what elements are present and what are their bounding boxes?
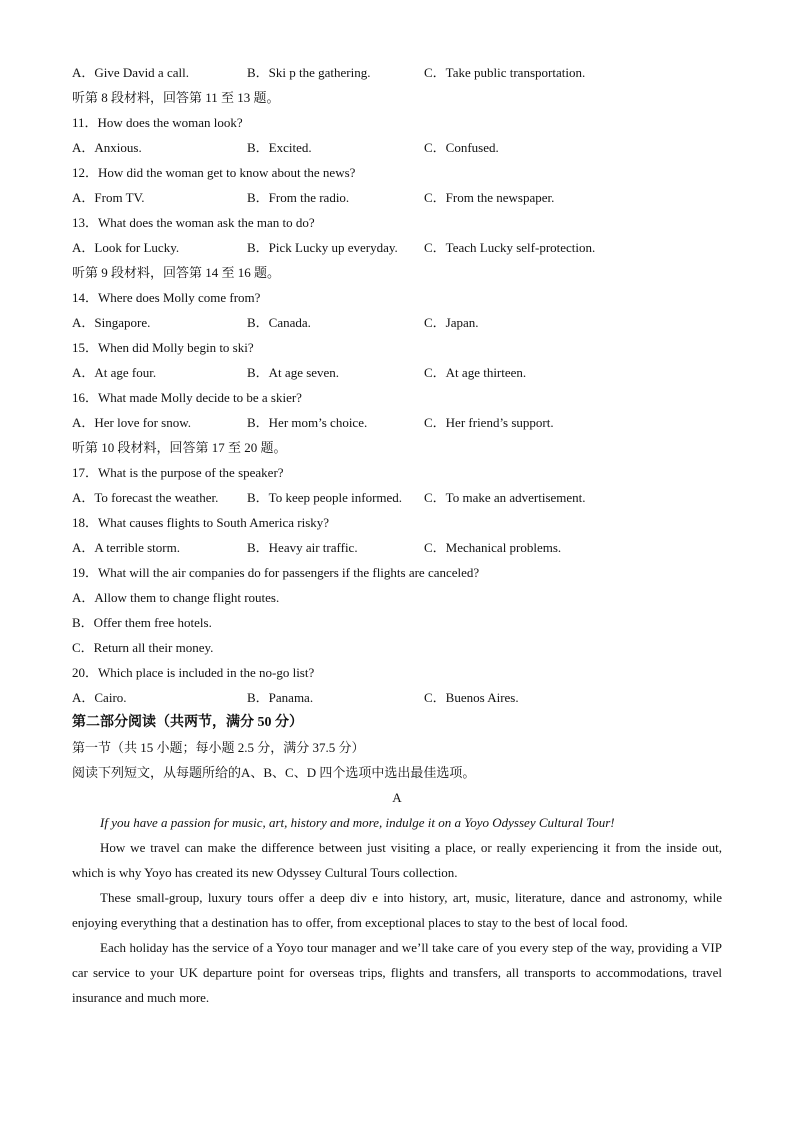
question-18: 18．What causes flights to South America risky? bbox=[72, 515, 330, 530]
q19-option-c: C．Return all their money. bbox=[72, 640, 214, 655]
passage-paragraph-2: These small-group, luxury tours offer a deep div e into history, art, music, literature, dance and astronomy, while enjoying everything that a destination has to offer, from exceptional places to stay to the best of local food. bbox=[72, 890, 722, 930]
option-c: C．Japan. bbox=[424, 315, 479, 330]
q14-options bbox=[72, 310, 722, 335]
option-b: B．Excited. bbox=[247, 140, 312, 155]
option-a: A．Cairo. bbox=[72, 690, 127, 705]
passage-paragraph-1: How we travel can make the difference between just visiting a place, or really experiencing it from the inside out, which is why Yoyo has created its new Odyssey Cultural Tours collection. bbox=[72, 840, 722, 880]
section-9-heading: 听第 9 段材料，回答第 14 至 16 题。 bbox=[72, 265, 281, 280]
option-c: C．Teach Lucky self-protection. bbox=[424, 240, 596, 255]
section-8-heading: 听第 8 段材料，回答第 11 至 13 题。 bbox=[72, 90, 280, 105]
passage-letter: A bbox=[392, 790, 402, 805]
q16-options bbox=[72, 410, 722, 435]
part-2-title: 第二部分阅读（共两节，满分 50 分） bbox=[72, 715, 303, 730]
option-c: C．To make an advertisement. bbox=[424, 490, 586, 505]
question-11: 11．How does the woman look? bbox=[72, 115, 243, 130]
question-17: 17．What is the purpose of the speaker? bbox=[72, 465, 284, 480]
option-a: A．Her love for snow. bbox=[72, 415, 192, 430]
q12-options bbox=[72, 185, 722, 210]
question-15: 15．When did Molly begin to ski? bbox=[72, 340, 254, 355]
option-c: C．From the newspaper. bbox=[424, 190, 555, 205]
question-13: 13．What does the woman ask the man to do? bbox=[72, 215, 315, 230]
question-20: 20．Which place is included in the no-go list? bbox=[72, 665, 315, 680]
q19-option-b: B．Offer them free hotels. bbox=[72, 615, 212, 630]
q20-options bbox=[72, 685, 722, 710]
q19-option-a: A．Allow them to change flight routes. bbox=[72, 590, 280, 605]
question-19: 19．What will the air companies do for passengers if the flights are canceled? bbox=[72, 565, 480, 580]
part-2-instructions: 阅读下列短文，从每题所给的A、B、C、D 四个选项中选出最佳选项。 bbox=[72, 765, 476, 780]
option-b: B．Ski p the gathering. bbox=[247, 65, 371, 80]
option-a: A．Give David a call. bbox=[72, 65, 189, 80]
option-b: B．Canada. bbox=[247, 315, 311, 330]
q10-options bbox=[72, 60, 722, 85]
option-c: C．Her friend’s support. bbox=[424, 415, 554, 430]
question-14: 14．Where does Molly come from? bbox=[72, 290, 261, 305]
section-10-heading: 听第 10 段材料，回答第 17 至 20 题。 bbox=[72, 440, 287, 455]
option-b: B．Panama. bbox=[247, 690, 314, 705]
document-page bbox=[72, 60, 722, 1010]
question-12: 12．How did the woman get to know about the news? bbox=[72, 165, 356, 180]
option-a: A．Singapore. bbox=[72, 315, 151, 330]
option-c: C．Take public transportation. bbox=[424, 65, 586, 80]
option-c: C．At age thirteen. bbox=[424, 365, 527, 380]
option-a: A．Look for Lucky. bbox=[72, 240, 180, 255]
q15-options bbox=[72, 360, 722, 385]
option-b: B．Her mom’s choice. bbox=[247, 415, 368, 430]
option-a: A．A terrible storm. bbox=[72, 540, 180, 555]
option-b: B．Pick Lucky up everyday. bbox=[247, 240, 398, 255]
option-a: A．To forecast the weather. bbox=[72, 490, 219, 505]
option-c: C．Confused. bbox=[424, 140, 499, 155]
option-c: C．Buenos Aires. bbox=[424, 690, 519, 705]
question-16: 16．What made Molly decide to be a skier? bbox=[72, 390, 302, 405]
part-2-subtitle: 第一节（共 15 小题；每小题 2.5 分，满分 37.5 分） bbox=[72, 740, 365, 755]
option-b: B．Heavy air traffic. bbox=[247, 540, 358, 555]
option-a: A．From TV. bbox=[72, 190, 145, 205]
option-c: C．Mechanical problems. bbox=[424, 540, 562, 555]
option-b: B．To keep people informed. bbox=[247, 490, 403, 505]
option-b: B．At age seven. bbox=[247, 365, 340, 380]
q13-options bbox=[72, 235, 722, 260]
option-a: A．Anxious. bbox=[72, 140, 142, 155]
option-b: B．From the radio. bbox=[247, 190, 350, 205]
q18-options bbox=[72, 535, 722, 560]
q11-options bbox=[72, 135, 722, 160]
passage-paragraph-3: Each holiday has the service of a Yoyo tour manager and we’ll take care of you every step of the way, providing a VIP car service to your UK departure point for overseas trips, flights and transfers, all transports to accommodations, travel insurance and much more. bbox=[72, 940, 722, 1005]
option-a: A．At age four. bbox=[72, 365, 157, 380]
q17-options bbox=[72, 485, 722, 510]
passage-intro: If you have a passion for music, art, history and more, indulge it on a Yoyo Odyssey Cultural Tour! bbox=[100, 815, 615, 830]
